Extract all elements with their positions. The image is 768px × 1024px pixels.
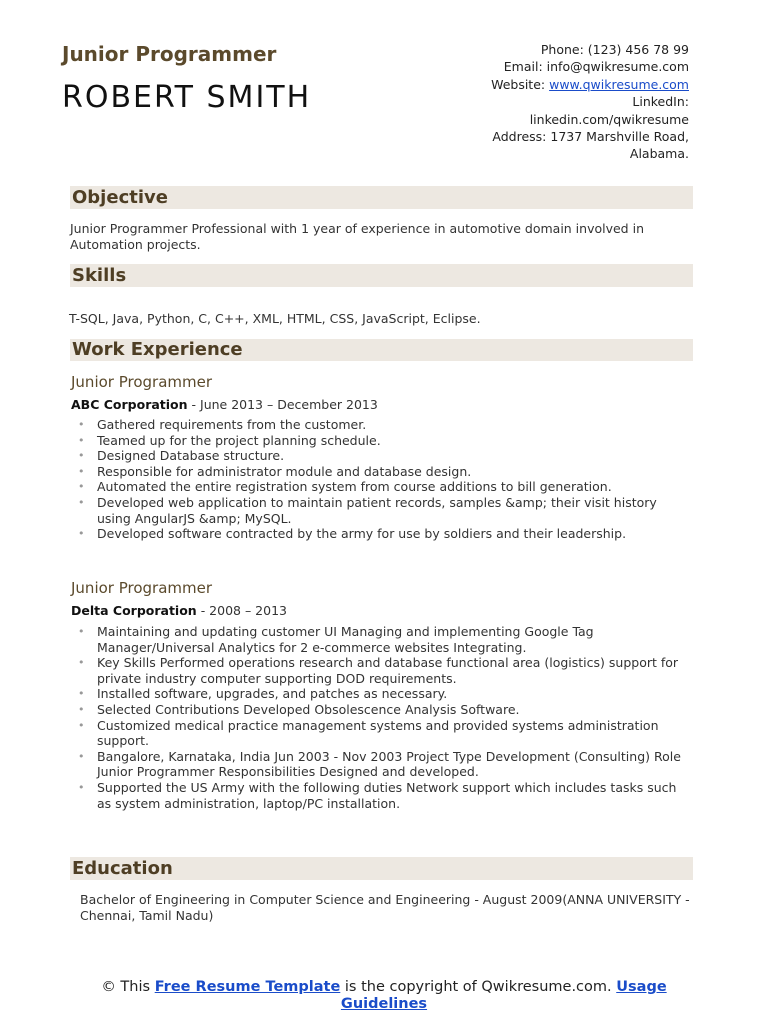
job2-company: Delta Corporation xyxy=(71,603,197,618)
free-resume-template-link[interactable]: Free Resume Template xyxy=(154,979,341,995)
job2-dates: - 2008 – 2013 xyxy=(196,603,287,618)
bullet-icon: • xyxy=(78,527,85,541)
contact-linkedin-label: LinkedIn: xyxy=(632,94,689,110)
job-title: Junior Programmer xyxy=(62,42,277,66)
job2-duties xyxy=(78,624,690,811)
duty-text: Bangalore, Karnataka, India Jun 2003 - Nov 2003 Project Type Development (Consulting) Role Junior Programmer Responsibilities Designed and developed. xyxy=(97,748,681,780)
job1-title: Junior Programmer xyxy=(71,373,213,391)
bullet-icon: • xyxy=(78,656,85,670)
skills-text: T-SQL, Java, Python, C, C++, XML, HTML, CSS, JavaScript, Eclipse. xyxy=(69,311,481,326)
bullet-icon: • xyxy=(78,495,85,509)
email-value: info@qwikresume.com xyxy=(546,59,689,75)
duty-text: Installed software, upgrades, and patches as necessary. xyxy=(97,686,448,702)
bullet-icon: • xyxy=(78,418,85,431)
duty-text: Customized medical practice management systems and provided systems administration support. xyxy=(97,717,659,749)
list-item xyxy=(78,479,690,495)
contact-phone xyxy=(429,41,689,58)
contact-linkedin: linkedin.com/qwikresume xyxy=(529,111,689,127)
contact-website xyxy=(429,76,689,93)
footer-prefix: © This xyxy=(101,979,155,995)
duty-text: Automated the entire registration system from course additions to bill generation. xyxy=(97,479,612,495)
footer-middle: is the copyright of Qwikresume.com. xyxy=(340,979,617,995)
phone-value: (123) 456 78 99 xyxy=(587,42,689,57)
bullet-icon: • xyxy=(78,433,85,447)
list-item xyxy=(78,686,690,702)
usage-guidelines-link[interactable]: Usage Guidelines xyxy=(340,979,667,1012)
contact-address xyxy=(429,128,689,145)
skills-heading: Skills xyxy=(70,264,693,287)
education-heading: Education xyxy=(70,857,693,880)
bullet-icon: • xyxy=(78,625,85,638)
phone-label: Phone: xyxy=(540,42,584,57)
website-link[interactable]: www.qwikresume.com xyxy=(549,76,689,92)
job1-company: ABC Corporation xyxy=(71,397,188,412)
list-item xyxy=(78,749,690,780)
website-label: Website: xyxy=(491,76,546,92)
job2-title: Junior Programmer xyxy=(71,579,213,597)
duty-text: Developed web application to maintain patient records, samples &amp; their visit history using AngularJS &amp; MySQL. xyxy=(97,494,657,526)
list-item xyxy=(78,526,690,542)
bullet-icon: • xyxy=(78,702,85,716)
bullet-icon: • xyxy=(78,749,85,763)
list-item xyxy=(78,655,690,686)
duty-text: Developed software contracted by the army for use by soldiers and their leadership. xyxy=(97,526,627,542)
bullet-icon: • xyxy=(78,449,85,463)
job1-duties xyxy=(78,417,690,542)
duty-text: Responsible for administrator module and database design. xyxy=(97,463,472,479)
bullet-icon: • xyxy=(78,687,85,701)
list-item xyxy=(78,702,690,718)
list-item xyxy=(78,417,690,433)
duty-text: Supported the US Army with the following duties Network support which includes tasks such as system administration, laptop/PC installation. xyxy=(97,779,677,811)
duty-text: Designed Database structure. xyxy=(97,448,285,464)
duty-text: Teamed up for the project planning schedule. xyxy=(97,432,381,448)
duty-text: Maintaining and updating customer UI Managing and implementing Google Tag Manager/Universal Analytics for 2 e-commerce websites Integrating. xyxy=(97,624,594,655)
duty-text: Selected Contributions Developed Obsolescence Analysis Software. xyxy=(97,701,520,717)
list-item xyxy=(78,495,690,526)
job1-company-line xyxy=(71,397,378,412)
list-item xyxy=(78,464,690,480)
job2-company-line xyxy=(71,603,287,618)
email-label: Email: xyxy=(503,59,543,75)
objective-heading: Objective xyxy=(70,186,693,209)
bullet-icon: • xyxy=(78,464,85,478)
address-line1: 1737 Marshville Road, xyxy=(550,129,689,145)
contact-block xyxy=(429,41,689,163)
bullet-icon: • xyxy=(78,718,85,732)
list-item xyxy=(78,718,690,749)
list-item xyxy=(78,448,690,464)
list-item xyxy=(78,780,690,811)
address-label: Address: xyxy=(492,129,547,145)
objective-text: Junior Programmer Professional with 1 year of experience in automotive domain involved in Automation projects. xyxy=(70,221,644,252)
candidate-name: ROBERT SMITH xyxy=(62,80,312,115)
work-experience-heading: Work Experience xyxy=(70,339,693,361)
bullet-icon: • xyxy=(78,780,85,794)
contact-address-line2: Alabama. xyxy=(629,146,689,162)
duty-text: Gathered requirements from the customer. xyxy=(97,417,367,432)
contact-email xyxy=(429,58,689,75)
duty-text: Key Skills Performed operations research and database functional area (logistics) support for private industry computer supporting DOD requirements. xyxy=(97,655,679,686)
bullet-icon: • xyxy=(78,480,85,494)
list-item xyxy=(78,433,690,449)
copyright-footer xyxy=(100,979,668,1013)
list-item xyxy=(78,624,690,655)
education-text: Bachelor of Engineering in Computer Science and Engineering - August 2009(ANNA UNIVERSITY - Chennai, Tamil Nadu) xyxy=(80,892,690,923)
job1-dates: - June 2013 – December 2013 xyxy=(187,397,378,412)
